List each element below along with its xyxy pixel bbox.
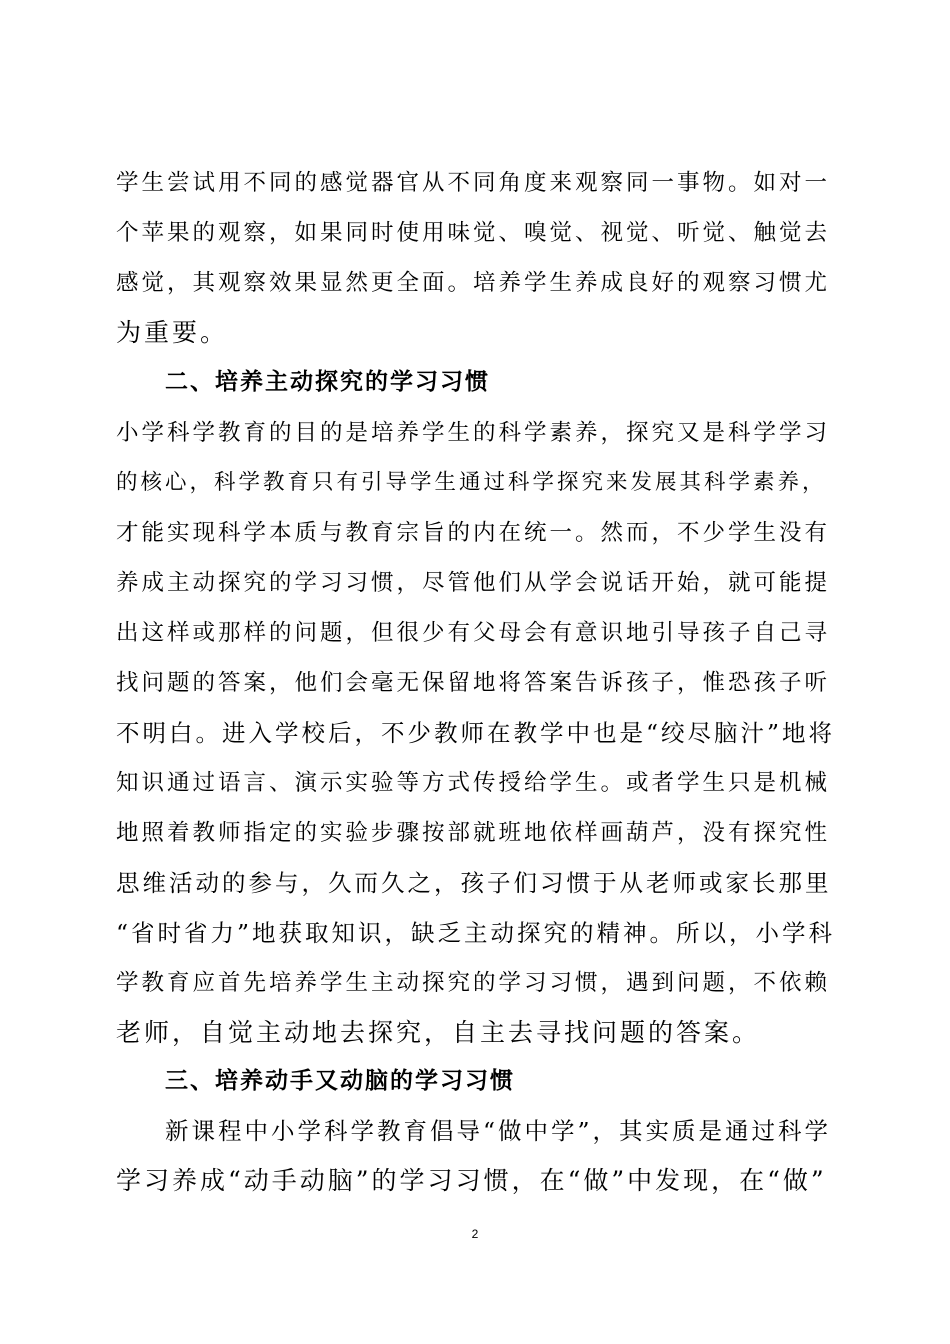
paragraph-line: 不明白。进入学校后，不少教师在教学中也是“绞尽脑汁”地将 — [116, 719, 836, 747]
paragraph-line: 地照着教师指定的实验步骤按部就班地依样画葫芦，没有探究性 — [116, 820, 831, 846]
paragraph-line: 为重要。 — [116, 318, 229, 347]
paragraph-line: 感觉，其观察效果显然更全面。培养学生养成良好的观察习惯尤 — [116, 270, 831, 296]
paragraph-line: 老师，自觉主动地去探究，自主去寻找问题的答案。 — [116, 1018, 761, 1047]
paragraph-line: 个苹果的观察，如果同时使用味觉、嗅觉、视觉、听觉、触觉去 — [116, 220, 831, 246]
paragraph-line: 知识通过语言、演示实验等方式传授给学生。或者学生只是机械 — [116, 770, 831, 796]
paragraph-line: 学习养成“动手动脑”的学习习惯，在“做”中发现，在“做” — [116, 1166, 827, 1195]
paragraph-line: 养成主动探究的学习习惯，尽管他们从学会说话开始，就可能提 — [116, 570, 831, 596]
paragraph-line: “省时省力”地获取知识，缺乏主动探究的精神。所以，小学科 — [116, 919, 836, 947]
paragraph-line: 小学科学教育的目的是培养学生的科学素养，探究又是科学学习 — [116, 420, 831, 446]
paragraph-line: 找问题的答案，他们会毫无保留地将答案告诉孩子，惟恐孩子听 — [116, 670, 831, 696]
paragraph-line: 出这样或那样的问题，但很少有父母会有意识地引导孩子自己寻 — [116, 620, 831, 646]
paragraph-line: 学生尝试用不同的感觉器官从不同角度来观察同一事物。如对一 — [116, 170, 831, 196]
paragraph-line: 新课程中小学科学教育倡导“做中学”，其实质是通过科学 — [165, 1117, 832, 1145]
paragraph-line: 才能实现科学本质与教育宗旨的内在统一。然而，不少学生没有 — [116, 520, 831, 546]
section-heading: 三、培养动手又动脑的学习习惯 — [165, 1068, 515, 1094]
page-number: 2 — [471, 1227, 479, 1241]
section-heading: 二、培养主动探究的学习习惯 — [165, 369, 490, 395]
paragraph-line: 的核心，科学教育只有引导学生通过科学探究来发展其科学素养， — [116, 470, 827, 495]
paragraph-line: 学教育应首先培养学生主动探究的学习习惯，遇到问题，不依赖 — [116, 970, 831, 996]
paragraph-line: 思维活动的参与，久而久之，孩子们习惯于从老师或家长那里 — [116, 869, 832, 897]
